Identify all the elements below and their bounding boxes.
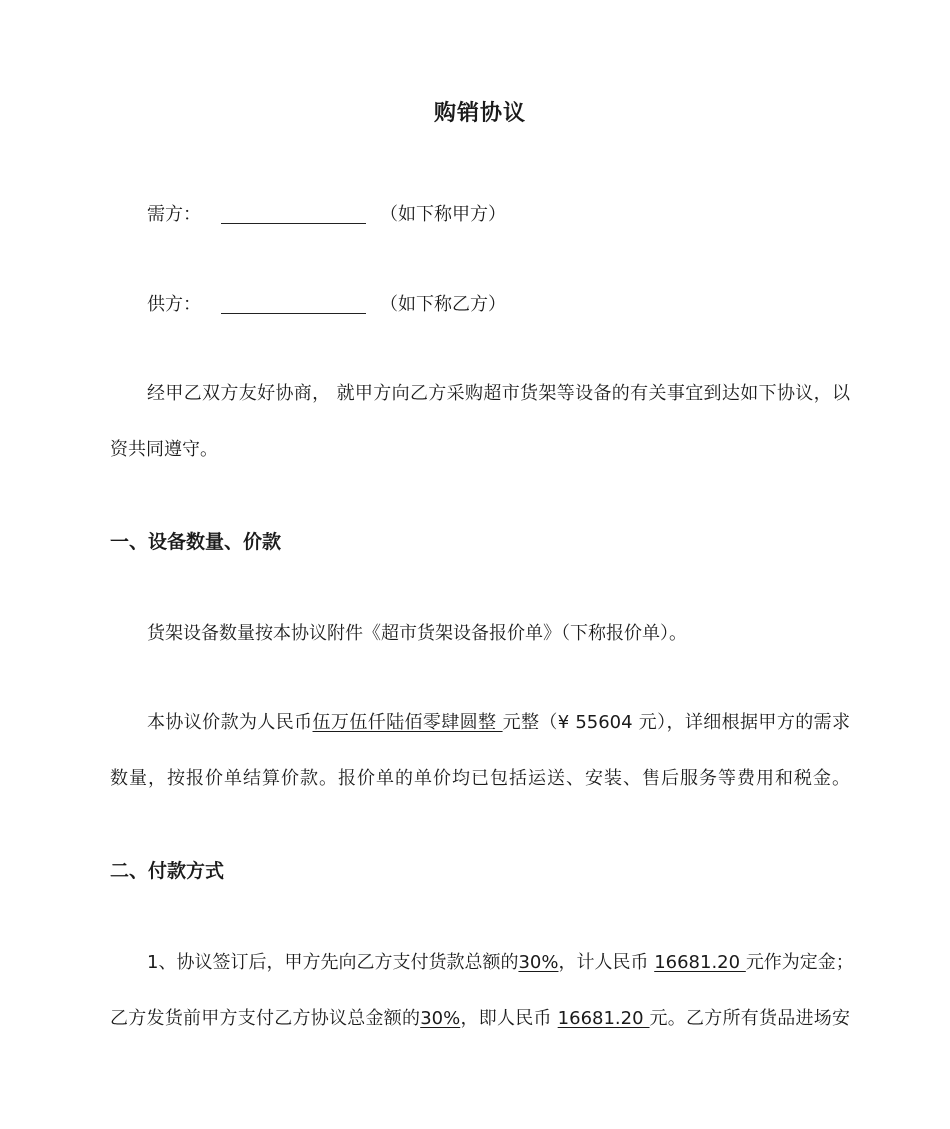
- seller-blank: [221, 295, 366, 314]
- buyer-note: （如下称甲方）: [380, 204, 506, 225]
- payment-text-e: ，即人民币: [460, 1008, 552, 1029]
- seller-line: [147, 293, 506, 317]
- seller-note: （如下称乙方）: [380, 294, 506, 315]
- payment-text-f: 元。乙方所有货品进场安: [649, 1008, 850, 1029]
- predelivery-percent: 30%: [420, 1008, 461, 1029]
- price-suffix: 元整（¥ 55604 元），详细根据甲方的需求: [502, 712, 851, 733]
- amount-in-words: 伍万伍仟陆佰零肆圆整: [312, 712, 503, 733]
- section2-item-1-line-2: [110, 1007, 850, 1031]
- buyer-line: [147, 203, 506, 227]
- intro-line-1: 经甲乙双方友好协商， 就甲方向乙方采购超市货架等设备的有关事宜到达如下协议，以: [147, 383, 850, 404]
- seller-label: 供方：: [147, 294, 201, 315]
- intro-line-2: 资共同遵守。: [110, 439, 218, 460]
- section1-para-2-line-1: [147, 711, 850, 735]
- section-heading-2: 二、付款方式: [110, 860, 225, 882]
- predelivery-amount: 16681.20: [557, 1008, 650, 1029]
- price-prefix: 本协议价款为人民币: [147, 712, 313, 733]
- document-title: 购销协议: [433, 101, 526, 126]
- deposit-amount: 16681.20: [654, 952, 746, 973]
- payment-text-b: ，计人民币: [558, 952, 649, 973]
- section-heading-1: 一、设备数量、价款: [110, 531, 282, 553]
- deposit-percent: 30%: [518, 952, 559, 973]
- payment-text-d: 乙方发货前甲方支付乙方协议总金额的: [110, 1008, 421, 1029]
- buyer-label: 需方：: [147, 204, 201, 225]
- payment-text-c: 元作为定金；: [745, 952, 854, 973]
- section1-para-1: 货架设备数量按本协议附件《超市货架设备报价单》（下称报价单）。: [147, 623, 687, 644]
- buyer-blank: [221, 205, 366, 224]
- section1-para-2-line-2: 数量，按报价单结算价款。报价单的单价均已包括运送、安装、售后服务等费用和税金。: [110, 768, 850, 789]
- payment-text-a: 1、协议签订后，甲方先向乙方支付货款总额的: [147, 952, 519, 973]
- section2-item-1-line-1: [147, 951, 854, 975]
